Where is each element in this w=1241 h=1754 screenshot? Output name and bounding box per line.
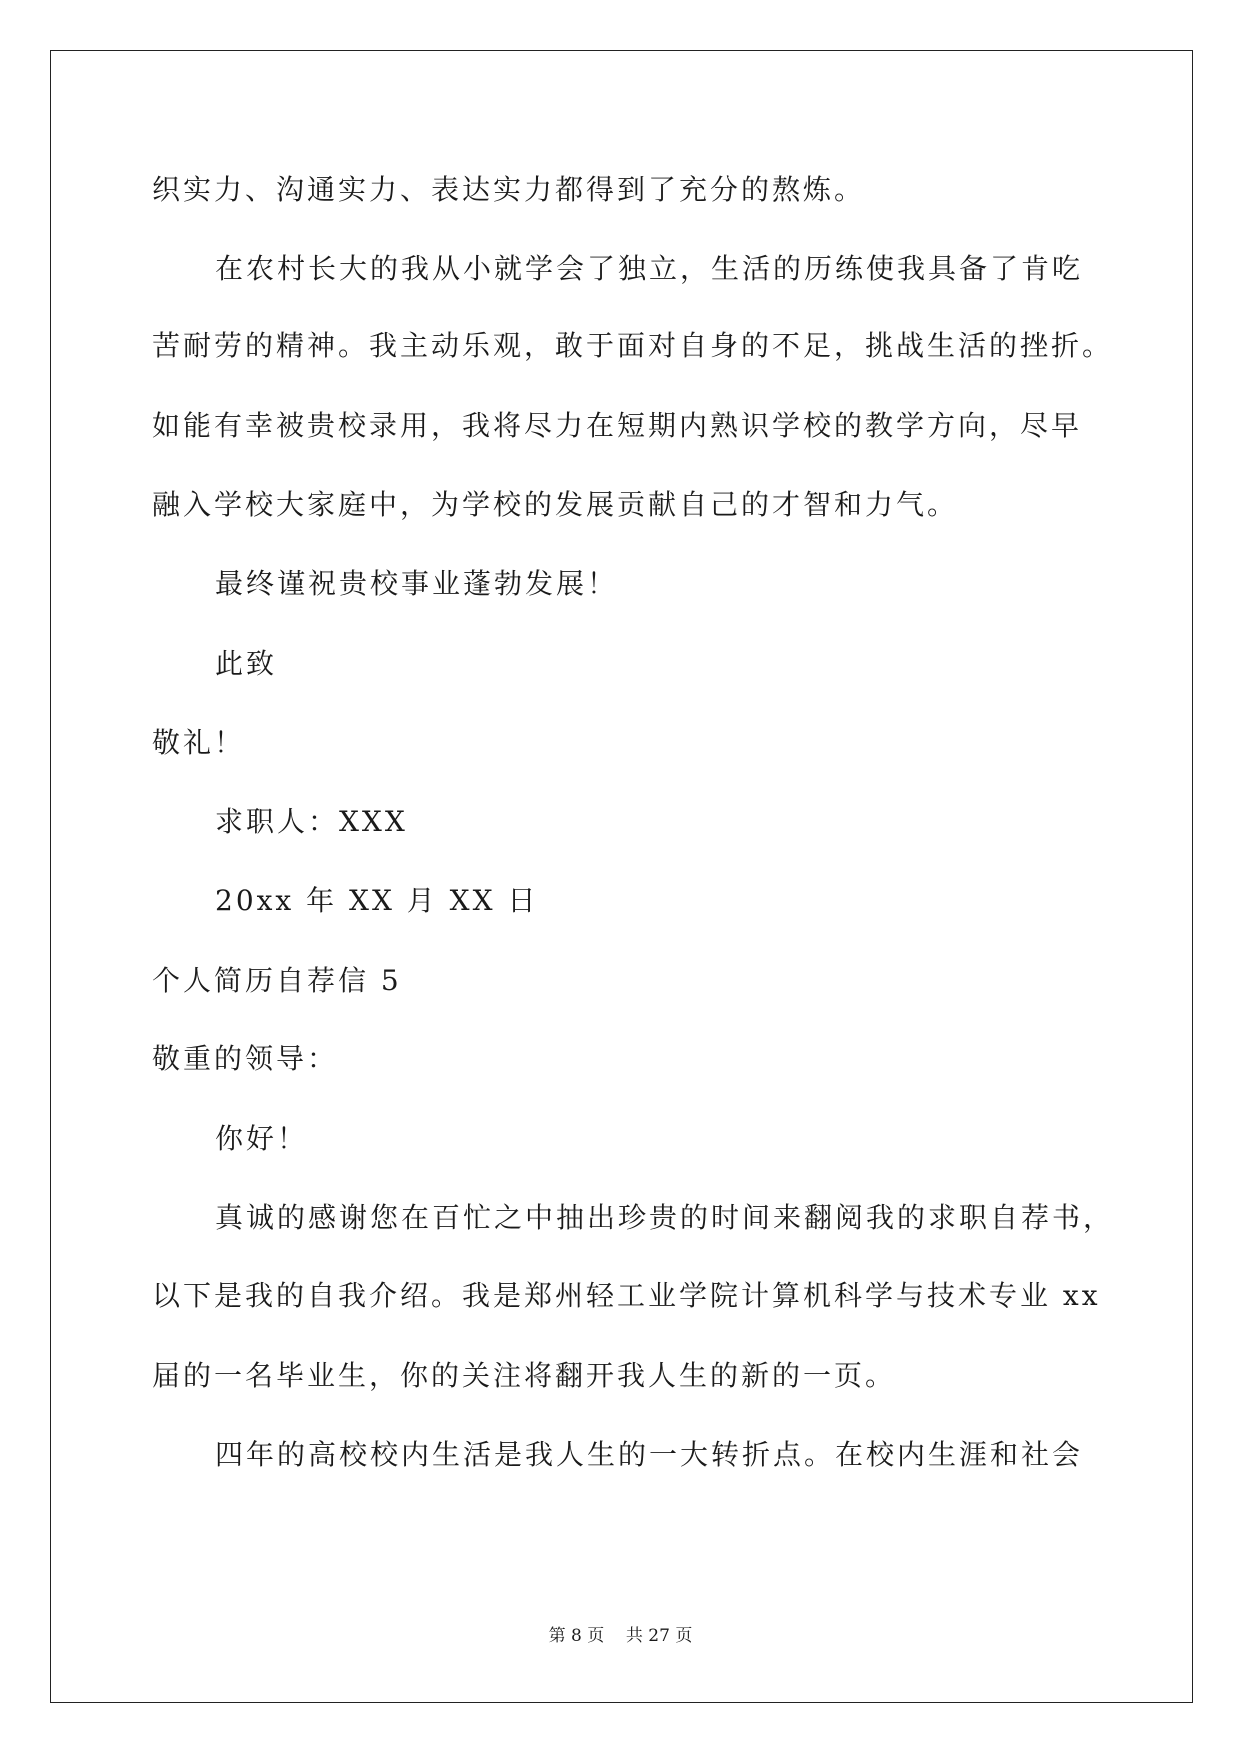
body-line-3: 苦耐劳的精神。我主动乐观，敢于面对自身的不足，挑战生活的挫折。 xyxy=(152,329,1114,362)
body-line-8: 以下是我的自我介绍。我是郑州轻工业学院计算机科学与技术专业 xx xyxy=(152,1279,1101,1312)
body-line-6: 最终谨祝贵校事业蓬勃发展！ xyxy=(215,567,619,600)
greeting-hello: 你好！ xyxy=(215,1122,309,1155)
body-line-5: 融入学校大家庭中，为学校的发展贡献自己的才智和力气。 xyxy=(152,488,959,521)
body-line-10: 四年的高校校内生活是我人生的一大转折点。在校内生涯和社会 xyxy=(215,1438,1084,1471)
greeting-recipient: 敬重的领导： xyxy=(152,1042,339,1075)
body-line-7: 真诚的感谢您在百忙之中抽出珍贵的时间来翻阅我的求职自荐书， xyxy=(215,1201,1115,1234)
body-line-1: 织实力、沟通实力、表达实力都得到了充分的熬炼。 xyxy=(152,173,866,206)
page-number-footer: 第 8 页 共 27 页 xyxy=(548,1626,693,1646)
letter-date: 20xx 年 XX 月 XX 日 xyxy=(215,884,539,917)
body-line-2: 在农村长大的我从小就学会了独立，生活的历练使我具备了肯吃 xyxy=(215,252,1084,285)
salutation-closing: 此致 xyxy=(215,647,278,680)
applicant-name: 求职人：XXX xyxy=(215,805,408,838)
body-line-4: 如能有幸被贵校录用，我将尽力在短期内熟识学校的教学方向，尽早 xyxy=(152,409,1083,442)
section-title: 个人简历自荐信 5 xyxy=(152,964,402,997)
salutation-regards: 敬礼！ xyxy=(152,726,246,759)
body-line-9: 届的一名毕业生，你的关注将翻开我人生的新的一页。 xyxy=(152,1359,897,1392)
